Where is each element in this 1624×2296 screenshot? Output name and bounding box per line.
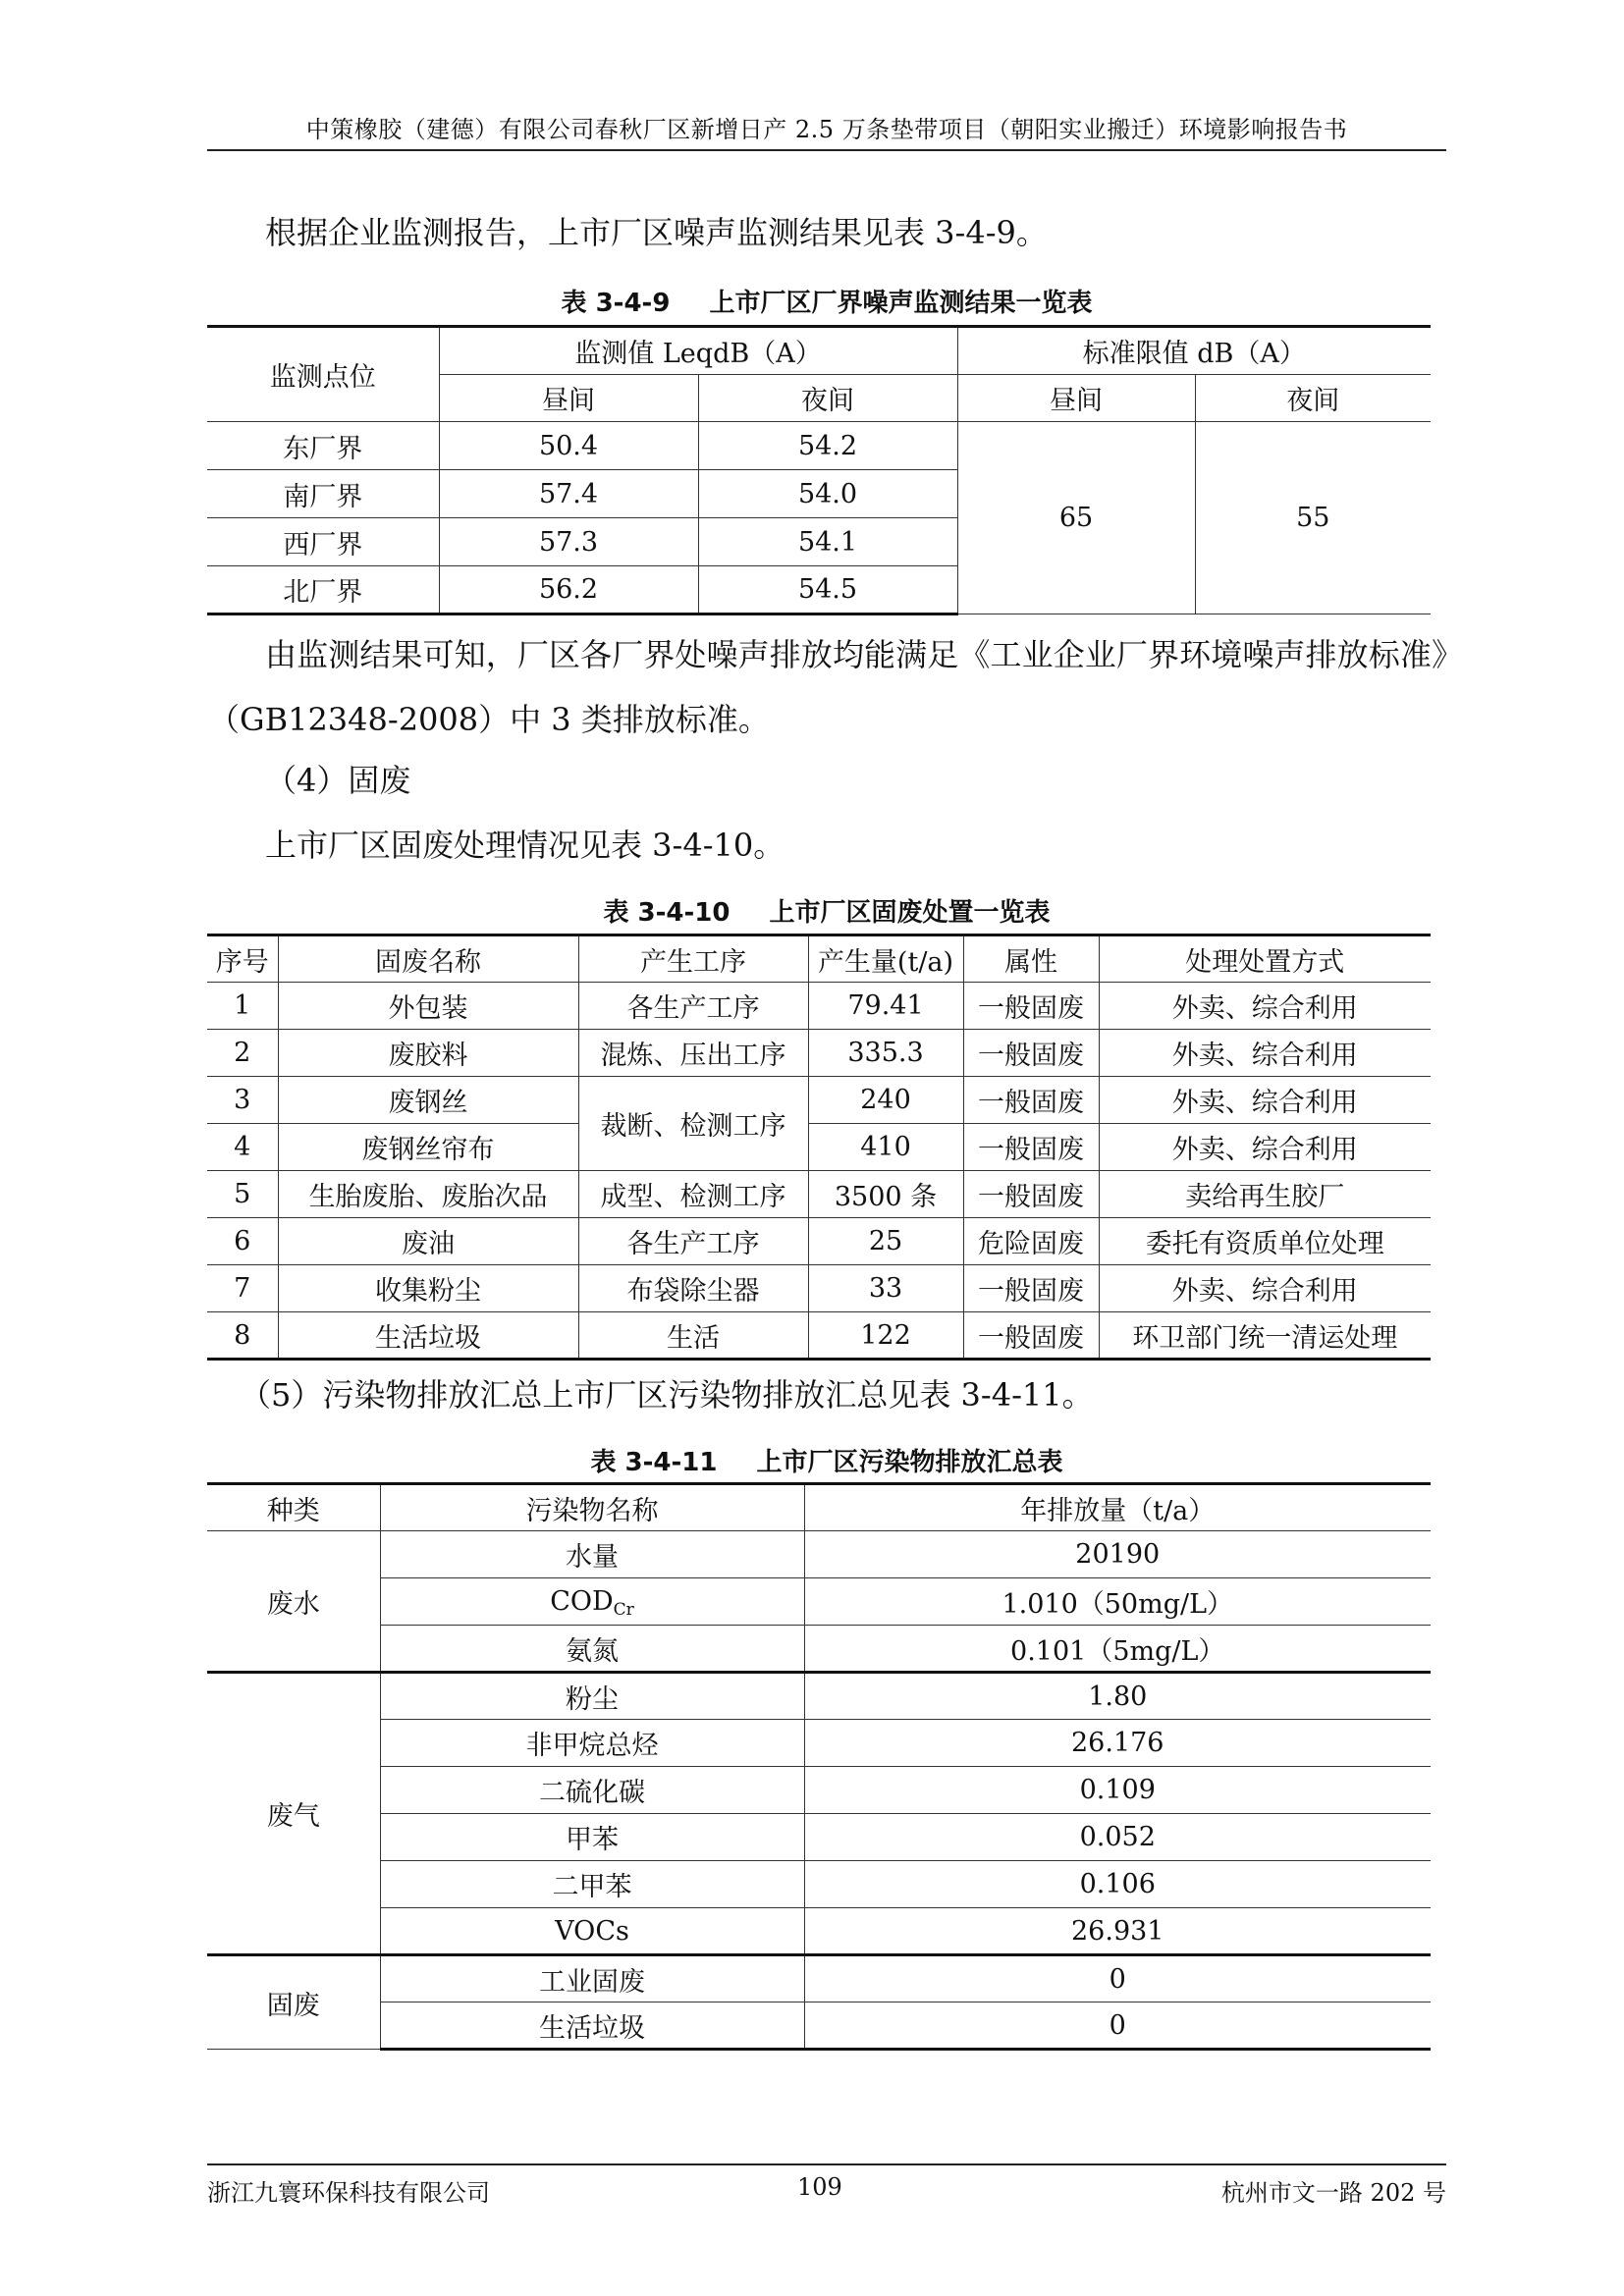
- no-cell: 7: [207, 1265, 278, 1312]
- table-number: 表 3-4-10: [603, 898, 731, 928]
- table-row: [207, 1171, 1431, 1218]
- no-cell: 5: [207, 1171, 278, 1218]
- attribute-cell: 一般固废: [963, 1312, 1099, 1360]
- pollutant-cod: COD: [550, 1586, 614, 1617]
- table-title: 上市厂区厂界噪声监测结果一览表: [709, 289, 1093, 318]
- table-title: 上市厂区固废处置一览表: [769, 898, 1051, 928]
- name-cell: 废钢丝: [278, 1077, 578, 1124]
- emission-cell: 0.101（5mg/L）: [804, 1626, 1431, 1673]
- amount-cell: 122: [808, 1312, 963, 1360]
- process-cell: 成型、检测工序: [578, 1171, 808, 1218]
- table-row: [207, 1673, 1431, 1720]
- method-cell: 外卖、综合利用: [1099, 1124, 1431, 1171]
- emission-cell: 0: [804, 2002, 1431, 2050]
- header-limit-day: 昼间: [957, 375, 1195, 422]
- pollutant-cell: 水量: [380, 1531, 804, 1578]
- no-cell: 1: [207, 983, 278, 1030]
- emission-cell: 0.106: [804, 1861, 1431, 1908]
- table-row: [207, 1124, 1431, 1171]
- name-cell: 生活垃圾: [278, 1312, 578, 1360]
- attribute-cell: 一般固废: [963, 1171, 1099, 1218]
- pollutant-cell: 生活垃圾: [380, 2002, 804, 2050]
- method-cell: 环卫部门统一清运处理: [1099, 1312, 1431, 1360]
- point-cell: 东厂界: [207, 422, 439, 470]
- intro-paragraph: 根据企业监测报告，上市厂区噪声监测结果见表 3-4-9。: [265, 214, 1048, 251]
- table-row: [207, 1312, 1431, 1360]
- day-value-cell: 57.3: [439, 518, 698, 566]
- header-attribute: 属性: [963, 935, 1099, 983]
- table-row: [207, 1578, 1431, 1626]
- emission-cell: 0: [804, 1955, 1431, 2002]
- header-night: 夜间: [698, 375, 957, 422]
- no-cell: 8: [207, 1312, 278, 1360]
- attribute-cell: 一般固废: [963, 1124, 1099, 1171]
- section-heading-solid-waste: （4）固废: [265, 762, 411, 799]
- point-cell: 北厂界: [207, 566, 439, 614]
- process-cell: 各生产工序: [578, 983, 808, 1030]
- category-wastegas: 废气: [207, 1673, 380, 1955]
- emissions-summary-table: [207, 1482, 1431, 2051]
- method-cell: 外卖、综合利用: [1099, 1030, 1431, 1077]
- footer-address: 杭州市文一路 202 号: [1220, 2179, 1446, 2207]
- day-value-cell: 50.4: [439, 422, 698, 470]
- footer-company: 浙江九寰环保科技有限公司: [207, 2179, 490, 2207]
- attribute-cell: 一般固废: [963, 1265, 1099, 1312]
- night-value-cell: 54.1: [698, 518, 957, 566]
- header-limit-night: 夜间: [1195, 375, 1431, 422]
- name-cell: 收集粉尘: [278, 1265, 578, 1312]
- table-row: [207, 422, 1431, 470]
- header-measured-value: 监测值 LeqdB（A）: [439, 327, 957, 375]
- no-cell: 2: [207, 1030, 278, 1077]
- amount-cell: 33: [808, 1265, 963, 1312]
- amount-cell: 25: [808, 1218, 963, 1265]
- process-cell: 混炼、压出工序: [578, 1030, 808, 1077]
- table-caption-noise: [207, 283, 1446, 319]
- header-method: 处理处置方式: [1099, 935, 1431, 983]
- no-cell: 3: [207, 1077, 278, 1124]
- night-value-cell: 54.5: [698, 566, 957, 614]
- page-number: 109: [797, 2173, 842, 2201]
- header-process: 产生工序: [578, 935, 808, 983]
- limit-day-cell: 65: [957, 422, 1195, 614]
- pollutant-cell: 甲苯: [380, 1814, 804, 1861]
- header-day: 昼间: [439, 375, 698, 422]
- day-value-cell: 56.2: [439, 566, 698, 614]
- limit-night-cell: 55: [1195, 422, 1431, 614]
- method-cell: 外卖、综合利用: [1099, 1265, 1431, 1312]
- no-cell: 6: [207, 1218, 278, 1265]
- header-amount: 产生量(t/a): [808, 935, 963, 983]
- table-caption-solid-waste: [207, 892, 1446, 929]
- category-wastewater: 废水: [207, 1531, 380, 1673]
- header-standard-limit: 标准限值 dB（A）: [957, 327, 1431, 375]
- table-row: [207, 2002, 1431, 2050]
- amount-cell: 240: [808, 1077, 963, 1124]
- table-row: [207, 1030, 1431, 1077]
- table-row: [207, 1767, 1431, 1814]
- attribute-cell: 一般固废: [963, 1077, 1099, 1124]
- pollutant-cell: 二硫化碳: [380, 1767, 804, 1814]
- amount-cell: 410: [808, 1124, 963, 1171]
- no-cell: 4: [207, 1124, 278, 1171]
- point-cell: 南厂界: [207, 470, 439, 518]
- attribute-cell: 一般固废: [963, 1030, 1099, 1077]
- method-cell: 外卖、综合利用: [1099, 1077, 1431, 1124]
- table-number: 表 3-4-9: [561, 289, 671, 318]
- table-row: [207, 983, 1431, 1030]
- table-caption-emissions: [207, 1442, 1446, 1478]
- table-title: 上市厂区污染物排放汇总表: [756, 1448, 1063, 1477]
- process-cell: 生活: [578, 1312, 808, 1360]
- pollutant-cell: VOCs: [380, 1908, 804, 1955]
- point-cell: 西厂界: [207, 518, 439, 566]
- pollutant-cell: 工业固废: [380, 1955, 804, 2002]
- emission-cell: 26.931: [804, 1908, 1431, 1955]
- emission-cell: 1.010（50mg/L）: [804, 1578, 1431, 1626]
- emission-summary-paragraph: （5）污染物排放汇总上市厂区污染物排放汇总见表 3-4-11。: [240, 1376, 1094, 1414]
- name-cell: 废油: [278, 1218, 578, 1265]
- table-row: [207, 1814, 1431, 1861]
- table-row: [207, 1077, 1431, 1124]
- process-cell: 布袋除尘器: [578, 1265, 808, 1312]
- night-value-cell: 54.0: [698, 470, 957, 518]
- table-number: 表 3-4-11: [590, 1448, 718, 1477]
- noise-monitoring-table: [207, 325, 1431, 615]
- pollutant-cell: [380, 1578, 804, 1626]
- table-row: [207, 1955, 1431, 2002]
- table-row: [207, 1531, 1431, 1578]
- emission-cell: 0.109: [804, 1767, 1431, 1814]
- emission-cell: 1.80: [804, 1673, 1431, 1720]
- header-rule: [207, 149, 1446, 151]
- amount-cell: 3500 条: [808, 1171, 963, 1218]
- pollutant-cell: 非甲烷总烃: [380, 1720, 804, 1767]
- solid-waste-intro: 上市厂区固废处理情况见表 3-4-10。: [265, 827, 785, 864]
- amount-cell: 335.3: [808, 1030, 963, 1077]
- table-row: [207, 1720, 1431, 1767]
- attribute-cell: 一般固废: [963, 983, 1099, 1030]
- method-cell: 外卖、综合利用: [1099, 983, 1431, 1030]
- header-annual-emission: 年排放量（t/a）: [804, 1484, 1431, 1531]
- emission-cell: 26.176: [804, 1720, 1431, 1767]
- pollutant-cell: 粉尘: [380, 1673, 804, 1720]
- process-cell: 裁断、检测工序: [578, 1077, 808, 1171]
- process-cell: 各生产工序: [578, 1218, 808, 1265]
- attribute-cell: 危险固废: [963, 1218, 1099, 1265]
- pollutant-cod-subscript: Cr: [613, 1600, 634, 1620]
- pollutant-cell: 二甲苯: [380, 1861, 804, 1908]
- table-row: [207, 1218, 1431, 1265]
- header-waste-name: 固废名称: [278, 935, 578, 983]
- method-cell: 委托有资质单位处理: [1099, 1218, 1431, 1265]
- night-value-cell: 54.2: [698, 422, 957, 470]
- footer-rule: [207, 2163, 1446, 2165]
- running-header: 中策橡胶（建德）有限公司春秋厂区新增日产 2.5 万条垫带项目（朝阳实业搬迁）环境影响报告书: [305, 116, 1348, 143]
- table-row: [207, 1861, 1431, 1908]
- conclusion-paragraph: 由监测结果可知，厂区各厂界处噪声排放均能满足《工业企业厂界环境噪声排放标准》（GB12348-2008）中 3 类排放标准。: [208, 636, 1447, 738]
- amount-cell: 79.41: [808, 983, 963, 1030]
- header-category: 种类: [207, 1484, 380, 1531]
- table-row: [207, 1265, 1431, 1312]
- table-row: [207, 1626, 1431, 1673]
- name-cell: 废胶料: [278, 1030, 578, 1077]
- table-row: [207, 1908, 1431, 1955]
- header-monitoring-point: 监测点位: [207, 327, 439, 422]
- name-cell: 外包装: [278, 983, 578, 1030]
- header-no: 序号: [207, 935, 278, 983]
- name-cell: 废钢丝帘布: [278, 1124, 578, 1171]
- emission-cell: 20190: [804, 1531, 1431, 1578]
- pollutant-cell: 氨氮: [380, 1626, 804, 1673]
- header-pollutant: 污染物名称: [380, 1484, 804, 1531]
- name-cell: 生胎废胎、废胎次品: [278, 1171, 578, 1218]
- emission-cell: 0.052: [804, 1814, 1431, 1861]
- day-value-cell: 57.4: [439, 470, 698, 518]
- method-cell: 卖给再生胶厂: [1099, 1171, 1431, 1218]
- category-solid: 固废: [207, 1955, 380, 2050]
- solid-waste-table: [207, 934, 1431, 1361]
